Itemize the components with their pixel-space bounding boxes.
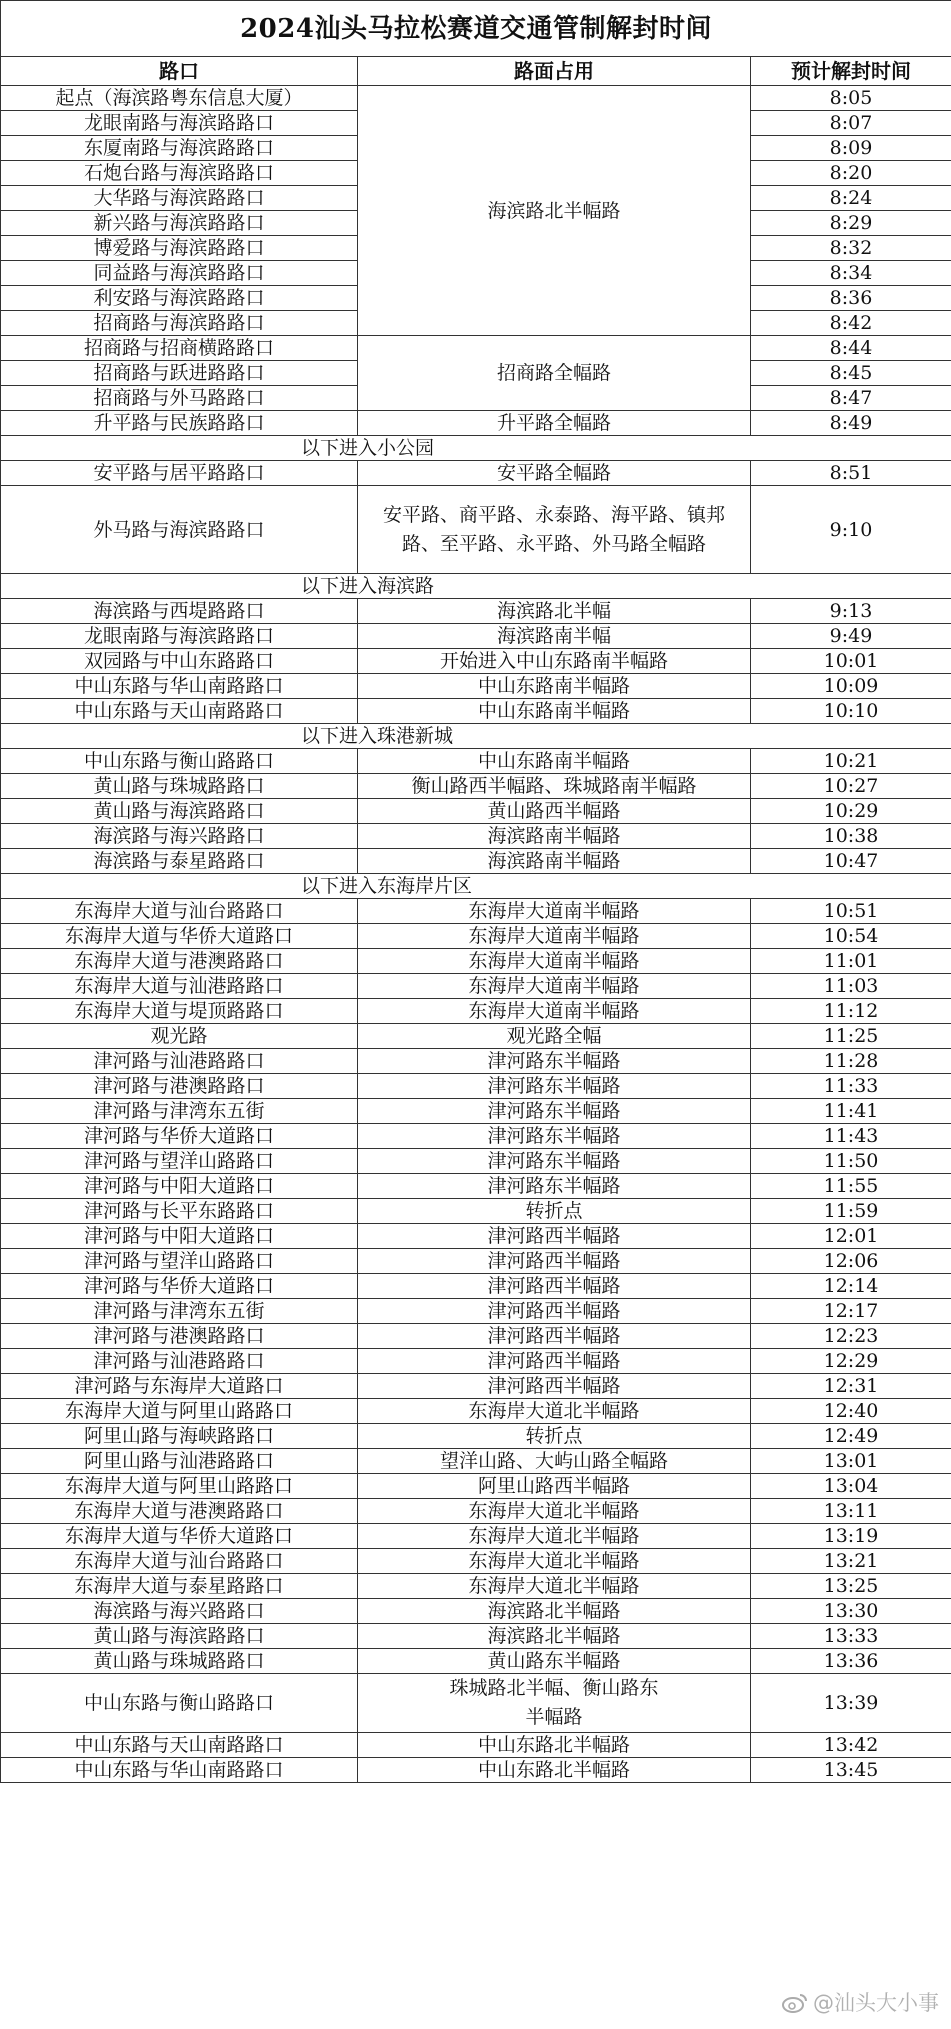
crossing-cell: 外马路与海滨路路口 [1, 486, 358, 574]
table-row [1, 1274, 951, 1299]
crossing-cell: 津河路与华侨大道路口 [1, 1124, 358, 1149]
occupancy-cell: 东海岸大道南半幅路 [358, 899, 751, 924]
table-row [1, 774, 951, 799]
crossing-cell: 中山东路与华山南路路口 [1, 674, 358, 699]
watermark [781, 1987, 939, 2017]
time-cell: 13:45 [751, 1758, 951, 1783]
crossing-cell: 起点（海滨路粤东信息大厦） [1, 86, 358, 111]
table-row [1, 624, 951, 649]
crossing-cell: 东海岸大道与阿里山路路口 [1, 1399, 358, 1424]
table-row [1, 486, 951, 574]
time-cell: 11:25 [751, 1024, 951, 1049]
crossing-cell: 海滨路与海兴路路口 [1, 824, 358, 849]
time-cell: 12:14 [751, 1274, 951, 1299]
section-label: 以下进入东海岸片区 [1, 874, 951, 899]
time-cell: 13:11 [751, 1499, 951, 1524]
occupancy-cell: 海滨路南半幅 [358, 624, 751, 649]
watermark-text: @汕头大小事 [813, 1991, 939, 2015]
occupancy-cell: 招商路全幅路 [358, 336, 751, 411]
crossing-cell: 黄山路与海滨路路口 [1, 799, 358, 824]
occupancy-cell: 海滨路北半幅路 [358, 1599, 751, 1624]
table-row [1, 1324, 951, 1349]
crossing-cell: 海滨路与海兴路路口 [1, 1599, 358, 1624]
table-row [1, 824, 951, 849]
crossing-cell: 大华路与海滨路路口 [1, 186, 358, 211]
table-body [1, 86, 951, 1783]
time-cell: 13:42 [751, 1733, 951, 1758]
time-cell: 13:01 [751, 1449, 951, 1474]
crossing-cell: 东海岸大道与汕台路路口 [1, 899, 358, 924]
time-cell: 9:13 [751, 599, 951, 624]
time-cell: 10:09 [751, 674, 951, 699]
time-cell: 12:17 [751, 1299, 951, 1324]
table-row [1, 649, 951, 674]
time-cell: 11:43 [751, 1124, 951, 1149]
crossing-cell: 津河路与望洋山路路口 [1, 1149, 358, 1174]
occupancy-cell: 中山东路北半幅路 [358, 1733, 751, 1758]
table-row [1, 1349, 951, 1374]
occupancy-cell: 东海岸大道南半幅路 [358, 949, 751, 974]
time-cell: 12:01 [751, 1224, 951, 1249]
occupancy-cell: 东海岸大道南半幅路 [358, 999, 751, 1024]
table-row [1, 86, 951, 111]
occupancy-cell: 阿里山路西半幅路 [358, 1474, 751, 1499]
time-cell: 10:10 [751, 699, 951, 724]
crossing-cell: 安平路与居平路路口 [1, 461, 358, 486]
time-cell: 12:31 [751, 1374, 951, 1399]
section-row [1, 874, 951, 899]
time-cell: 11:41 [751, 1099, 951, 1124]
time-cell: 10:27 [751, 774, 951, 799]
table-row [1, 924, 951, 949]
section-row [1, 436, 951, 461]
section-row [1, 574, 951, 599]
crossing-cell: 海滨路与泰星路路口 [1, 849, 358, 874]
crossing-cell: 津河路与津湾东五街 [1, 1299, 358, 1324]
table-row [1, 599, 951, 624]
time-cell: 11:50 [751, 1149, 951, 1174]
occupancy-cell: 津河路东半幅路 [358, 1149, 751, 1174]
occupancy-cell: 东海岸大道北半幅路 [358, 1574, 751, 1599]
time-cell: 8:47 [751, 386, 951, 411]
crossing-cell: 津河路与汕港路路口 [1, 1349, 358, 1374]
occupancy-cell: 转折点 [358, 1199, 751, 1224]
time-cell: 8:36 [751, 286, 951, 311]
crossing-cell: 东海岸大道与华侨大道路口 [1, 924, 358, 949]
occupancy-cell: 中山东路南半幅路 [358, 699, 751, 724]
time-cell: 11:03 [751, 974, 951, 999]
time-cell: 10:54 [751, 924, 951, 949]
table-row [1, 1174, 951, 1199]
occupancy-cell: 津河路西半幅路 [358, 1299, 751, 1324]
occupancy-cell: 东海岸大道北半幅路 [358, 1524, 751, 1549]
occupancy-cell: 开始进入中山东路南半幅路 [358, 649, 751, 674]
section-label: 以下进入小公园 [1, 436, 951, 461]
crossing-cell: 津河路与港澳路路口 [1, 1074, 358, 1099]
crossing-cell: 东海岸大道与汕港路路口 [1, 974, 358, 999]
crossing-cell: 津河路与华侨大道路口 [1, 1274, 358, 1299]
table-row [1, 1549, 951, 1574]
crossing-cell: 津河路与津湾东五街 [1, 1099, 358, 1124]
crossing-cell: 中山东路与天山南路路口 [1, 699, 358, 724]
time-cell: 10:51 [751, 899, 951, 924]
time-cell: 13:19 [751, 1524, 951, 1549]
occupancy-cell: 转折点 [358, 1424, 751, 1449]
header-occupancy: 路面占用 [358, 57, 751, 86]
table-row [1, 699, 951, 724]
crossing-cell: 招商路与海滨路路口 [1, 311, 358, 336]
occupancy-cell: 津河路西半幅路 [358, 1374, 751, 1399]
crossing-cell: 东海岸大道与泰星路路口 [1, 1574, 358, 1599]
section-label: 以下进入海滨路 [1, 574, 951, 599]
table-row [1, 1399, 951, 1424]
table-row [1, 1599, 951, 1624]
table-row [1, 974, 951, 999]
occupancy-cell: 安平路全幅路 [358, 461, 751, 486]
time-cell: 8:51 [751, 461, 951, 486]
occupancy-cell: 东海岸大道北半幅路 [358, 1499, 751, 1524]
occupancy-cell: 津河路东半幅路 [358, 1099, 751, 1124]
occupancy-cell: 黄山路东半幅路 [358, 1649, 751, 1674]
occupancy-cell: 中山东路北半幅路 [358, 1758, 751, 1783]
time-cell: 10:29 [751, 799, 951, 824]
crossing-cell: 黄山路与海滨路路口 [1, 1624, 358, 1649]
table-row [1, 1199, 951, 1224]
table-row [1, 1674, 951, 1733]
section-row [1, 724, 951, 749]
crossing-cell: 津河路与望洋山路路口 [1, 1249, 358, 1274]
occupancy-cell: 津河路西半幅路 [358, 1349, 751, 1374]
occupancy-cell: 中山东路南半幅路 [358, 749, 751, 774]
occupancy-cell: 津河路东半幅路 [358, 1124, 751, 1149]
time-cell: 12:29 [751, 1349, 951, 1374]
occupancy-cell: 津河路西半幅路 [358, 1224, 751, 1249]
occupancy-cell: 海滨路北半幅路 [358, 1624, 751, 1649]
occupancy-cell: 衡山路西半幅路、珠城路南半幅路 [358, 774, 751, 799]
occupancy-cell: 珠城路北半幅、衡山路东半幅路 [358, 1674, 751, 1733]
crossing-cell: 津河路与中阳大道路口 [1, 1174, 358, 1199]
time-cell: 12:40 [751, 1399, 951, 1424]
occupancy-cell: 津河路东半幅路 [358, 1174, 751, 1199]
crossing-cell: 龙眼南路与海滨路路口 [1, 624, 358, 649]
table-row [1, 949, 951, 974]
occupancy-cell: 津河路东半幅路 [358, 1074, 751, 1099]
time-cell: 13:04 [751, 1474, 951, 1499]
time-cell: 8:24 [751, 186, 951, 211]
occupancy-cell: 津河路西半幅路 [358, 1274, 751, 1299]
time-cell: 10:01 [751, 649, 951, 674]
time-cell: 8:44 [751, 336, 951, 361]
table-row [1, 1124, 951, 1149]
time-cell: 12:23 [751, 1324, 951, 1349]
table-row [1, 1524, 951, 1549]
time-cell: 8:32 [751, 236, 951, 261]
occupancy-cell: 津河路西半幅路 [358, 1324, 751, 1349]
table-row [1, 999, 951, 1024]
crossing-cell: 东海岸大道与堤顶路路口 [1, 999, 358, 1024]
time-cell: 8:49 [751, 411, 951, 436]
occupancy-cell: 津河路西半幅路 [358, 1249, 751, 1274]
time-cell: 8:42 [751, 311, 951, 336]
table-row [1, 749, 951, 774]
crossing-cell: 黄山路与珠城路路口 [1, 1649, 358, 1674]
occupancy-cell: 海滨路南半幅路 [358, 849, 751, 874]
table-row [1, 461, 951, 486]
time-cell: 9:10 [751, 486, 951, 574]
section-label: 以下进入珠港新城 [1, 724, 951, 749]
occupancy-cell: 望洋山路、大屿山路全幅路 [358, 1449, 751, 1474]
crossing-cell: 石炮台路与海滨路路口 [1, 161, 358, 186]
table-row [1, 1074, 951, 1099]
time-cell: 13:33 [751, 1624, 951, 1649]
table-row [1, 674, 951, 699]
crossing-cell: 海滨路与西堤路路口 [1, 599, 358, 624]
crossing-cell: 龙眼南路与海滨路路口 [1, 111, 358, 136]
time-cell: 8:05 [751, 86, 951, 111]
occupancy-cell: 海滨路北半幅 [358, 599, 751, 624]
crossing-cell: 招商路与外马路路口 [1, 386, 358, 411]
crossing-cell: 中山东路与华山南路路口 [1, 1758, 358, 1783]
crossing-cell: 东海岸大道与汕台路路口 [1, 1549, 358, 1574]
time-cell: 11:55 [751, 1174, 951, 1199]
time-cell: 11:01 [751, 949, 951, 974]
time-cell: 13:25 [751, 1574, 951, 1599]
time-cell: 10:38 [751, 824, 951, 849]
time-cell: 8:20 [751, 161, 951, 186]
table-row [1, 1649, 951, 1674]
occupancy-cell: 安平路、商平路、永泰路、海平路、镇邦路、至平路、永平路、外马路全幅路 [358, 486, 751, 574]
time-cell: 8:09 [751, 136, 951, 161]
crossing-cell: 新兴路与海滨路路口 [1, 211, 358, 236]
header-crossing: 路口 [1, 57, 358, 86]
occupancy-cell: 海滨路南半幅路 [358, 824, 751, 849]
table-row [1, 849, 951, 874]
crossing-cell: 津河路与港澳路路口 [1, 1324, 358, 1349]
time-cell: 11:12 [751, 999, 951, 1024]
table-row [1, 1299, 951, 1324]
crossing-cell: 津河路与汕港路路口 [1, 1049, 358, 1074]
time-cell: 13:21 [751, 1549, 951, 1574]
occupancy-cell: 东海岸大道南半幅路 [358, 974, 751, 999]
crossing-cell: 东海岸大道与港澳路路口 [1, 949, 358, 974]
crossing-cell: 东海岸大道与港澳路路口 [1, 1499, 358, 1524]
time-cell: 10:21 [751, 749, 951, 774]
time-cell: 13:36 [751, 1649, 951, 1674]
weibo-logo-icon [781, 1992, 809, 2014]
occupancy-cell: 升平路全幅路 [358, 411, 751, 436]
table-row [1, 1149, 951, 1174]
crossing-cell: 双园路与中山东路路口 [1, 649, 358, 674]
table-row [1, 1624, 951, 1649]
crossing-cell: 津河路与中阳大道路口 [1, 1224, 358, 1249]
time-cell: 11:33 [751, 1074, 951, 1099]
time-cell: 8:29 [751, 211, 951, 236]
time-cell: 13:30 [751, 1599, 951, 1624]
crossing-cell: 东厦南路与海滨路路口 [1, 136, 358, 161]
page-title: 2024汕头马拉松赛道交通管制解封时间 [1, 1, 951, 57]
table-row [1, 799, 951, 824]
time-cell: 13:39 [751, 1674, 951, 1733]
occupancy-cell: 东海岸大道北半幅路 [358, 1399, 751, 1424]
table-row [1, 336, 951, 361]
crossing-cell: 同益路与海滨路路口 [1, 261, 358, 286]
occupancy-cell: 东海岸大道南半幅路 [358, 924, 751, 949]
crossing-cell: 津河路与长平东路路口 [1, 1199, 358, 1224]
crossing-cell: 中山东路与天山南路路口 [1, 1733, 358, 1758]
time-cell: 8:07 [751, 111, 951, 136]
crossing-cell: 招商路与跃进路路口 [1, 361, 358, 386]
table-row [1, 411, 951, 436]
table-row [1, 1499, 951, 1524]
table-row [1, 899, 951, 924]
table-row [1, 1049, 951, 1074]
crossing-cell: 观光路 [1, 1024, 358, 1049]
crossing-cell: 津河路与东海岸大道路口 [1, 1374, 358, 1399]
crossing-cell: 博爱路与海滨路路口 [1, 236, 358, 261]
occupancy-cell: 黄山路西半幅路 [358, 799, 751, 824]
table-row [1, 1249, 951, 1274]
crossing-cell: 阿里山路与汕港路路口 [1, 1449, 358, 1474]
crossing-cell: 利安路与海滨路路口 [1, 286, 358, 311]
table-row [1, 1099, 951, 1124]
table-row [1, 1449, 951, 1474]
crossing-cell: 招商路与招商横路路口 [1, 336, 358, 361]
table-row [1, 1024, 951, 1049]
table-row [1, 1424, 951, 1449]
time-cell: 8:34 [751, 261, 951, 286]
header-time: 预计解封时间 [751, 57, 951, 86]
crossing-cell: 黄山路与珠城路路口 [1, 774, 358, 799]
table-row [1, 1474, 951, 1499]
table-row [1, 1574, 951, 1599]
table-row [1, 1374, 951, 1399]
time-cell: 11:28 [751, 1049, 951, 1074]
occupancy-cell: 津河路东半幅路 [358, 1049, 751, 1074]
crossing-cell: 东海岸大道与华侨大道路口 [1, 1524, 358, 1549]
time-cell: 8:45 [751, 361, 951, 386]
crossing-cell: 东海岸大道与阿里山路路口 [1, 1474, 358, 1499]
table-row [1, 1224, 951, 1249]
time-cell: 9:49 [751, 624, 951, 649]
crossing-cell: 阿里山路与海峡路路口 [1, 1424, 358, 1449]
time-cell: 12:06 [751, 1249, 951, 1274]
crossing-cell: 中山东路与衡山路路口 [1, 749, 358, 774]
time-cell: 11:59 [751, 1199, 951, 1224]
occupancy-cell: 东海岸大道北半幅路 [358, 1549, 751, 1574]
occupancy-cell: 中山东路南半幅路 [358, 674, 751, 699]
time-cell: 12:49 [751, 1424, 951, 1449]
crossing-cell: 升平路与民族路路口 [1, 411, 358, 436]
crossing-cell: 中山东路与衡山路路口 [1, 1674, 358, 1733]
table-row [1, 1758, 951, 1783]
table-row [1, 1733, 951, 1758]
occupancy-cell: 观光路全幅 [358, 1024, 751, 1049]
time-cell: 10:47 [751, 849, 951, 874]
occupancy-cell: 海滨路北半幅路 [358, 86, 751, 336]
